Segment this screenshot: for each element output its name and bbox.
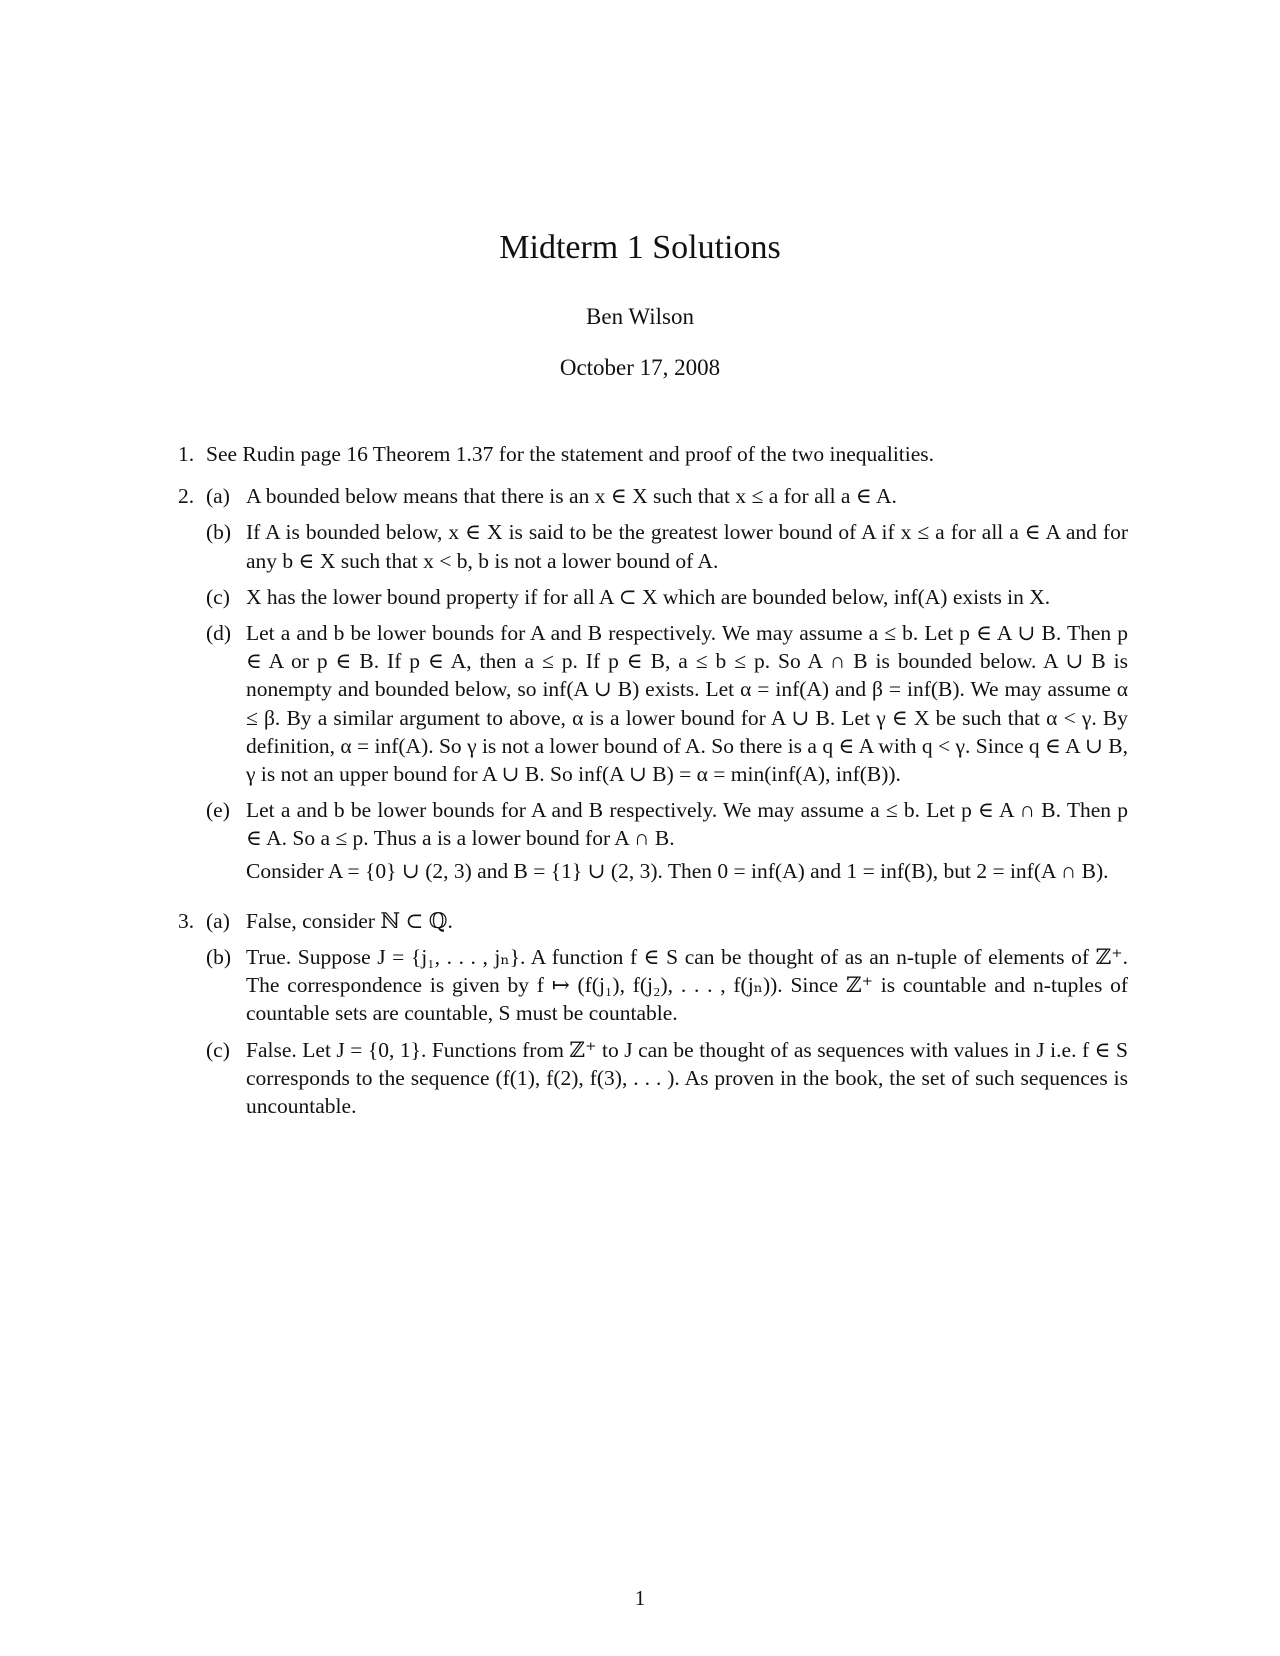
page-number: 1	[634, 1586, 646, 1610]
problem-2-part-b	[206, 518, 1128, 574]
problem-2	[178, 482, 1128, 893]
part-text	[246, 907, 1128, 935]
problem-number: 3.	[178, 908, 195, 933]
problem-text: See Rudin page 16 Theorem 1.37 for the statement and proof of the two inequalities.	[206, 442, 935, 466]
problem-2-part-d	[206, 619, 1128, 788]
part-text	[246, 518, 1128, 574]
part-paragraph: False. Let J = {0, 1}. Functions from ℤ⁺ to J can be thought of as sequences with values in J i.e. f ∈ S corresponds to the sequence (f(1), f(2), f(3), . . . ). As proven in the book, the set of such sequences is uncountable.	[246, 1037, 1128, 1119]
problem-3-part-b	[206, 943, 1128, 1028]
problem-parts	[206, 907, 1128, 1128]
part-text	[246, 482, 1128, 510]
part-paragraph: Let a and b be lower bounds for A and B respectively. We may assume a ≤ b. Let p ∈ A ∩ B. Then p ∈ A. So a ≤ p. Thus a is a lower bound for A ∩ B.	[246, 798, 1128, 851]
part-label: (e)	[206, 798, 230, 823]
part-paragraph: X has the lower bound property if for all A ⊂ X which are bounded below, inf(A) exists in X.	[246, 584, 1051, 609]
problem-1	[178, 440, 1128, 468]
part-label: (b)	[206, 945, 232, 970]
part-label: (d)	[206, 621, 232, 646]
part-paragraph: If A is bounded below, x ∈ X is said to be the greatest lower bound of A if x ≤ a for all a ∈ A and for any b ∈ X such that x < b, b is not a lower bound of A.	[246, 520, 1128, 573]
problem-parts	[206, 482, 1128, 893]
part-paragraph: Consider A = {0} ∪ (2, 3) and B = {1} ∪ (2, 3). Then 0 = inf(A) and 1 = inf(B), but 2 = inf(A ∩ B).	[246, 858, 1109, 883]
document-date: October 17, 2008	[559, 355, 721, 380]
part-paragraph: A bounded below means that there is an x ∈ X such that x ≤ a for all a ∈ A.	[246, 484, 897, 509]
part-paragraph: False, consider ℕ ⊂ ℚ.	[246, 908, 453, 933]
problem-3-part-c	[206, 1036, 1128, 1121]
part-label: (a)	[206, 908, 230, 933]
part-paragraph: Let a and b be lower bounds for A and B respectively. We may assume a ≤ b. Let p ∈ A ∪ B. Then p ∈ A or p ∈ B. If p ∈ A, then a ≤ p. If p ∈ B, a ≤ b ≤ p. So A ∩ B is bounded below. A ∪ B is nonempty and bounded below, so inf(A ∪ B) exists. Let α = inf(A) and β = inf(B). We may assume α ≤ β. By a similar argument to above, α is a lower bound for A ∪ B. Let γ ∈ X be such that α < γ. By definition, α = inf(A). So γ is not a lower bound of A. So there is a q ∈ A with q < γ. Since q ∈ A ∪ B, γ is not an upper bound for A ∪ B. So inf(A ∪ B) = α = min(inf(A), inf(B)).	[246, 621, 1128, 787]
document-body	[178, 440, 1128, 1142]
part-label: (c)	[206, 1037, 230, 1062]
part-paragraph: True. Suppose J = {j₁, . . . , jₙ}. A function f ∈ S can be thought of as an n-tuple of elements of ℤ⁺. The correspondence is given by f ↦ (f(j₁), f(j₂), . . . , f(jₙ)). Since ℤ⁺ is countable and n-tuples of countable sets are countable, S must be countable.	[246, 945, 1128, 1026]
part-label: (c)	[206, 584, 230, 609]
problem-number: 1.	[178, 442, 195, 466]
part-label: (b)	[206, 520, 232, 545]
document-author: Ben Wilson	[586, 304, 694, 329]
document-title: Midterm 1 Solutions	[499, 229, 781, 266]
problem-2-part-c	[206, 583, 1128, 611]
part-text	[246, 583, 1128, 611]
part-label: (a)	[206, 484, 230, 509]
part-text	[246, 796, 1128, 885]
problem-3	[178, 907, 1128, 1128]
problem-2-part-e	[206, 796, 1128, 885]
part-text	[246, 619, 1128, 788]
part-text	[246, 1036, 1128, 1121]
problem-2-part-a	[206, 482, 1128, 510]
problem-3-part-a	[206, 907, 1128, 935]
problem-number: 2.	[178, 484, 195, 509]
part-text	[246, 943, 1128, 1028]
